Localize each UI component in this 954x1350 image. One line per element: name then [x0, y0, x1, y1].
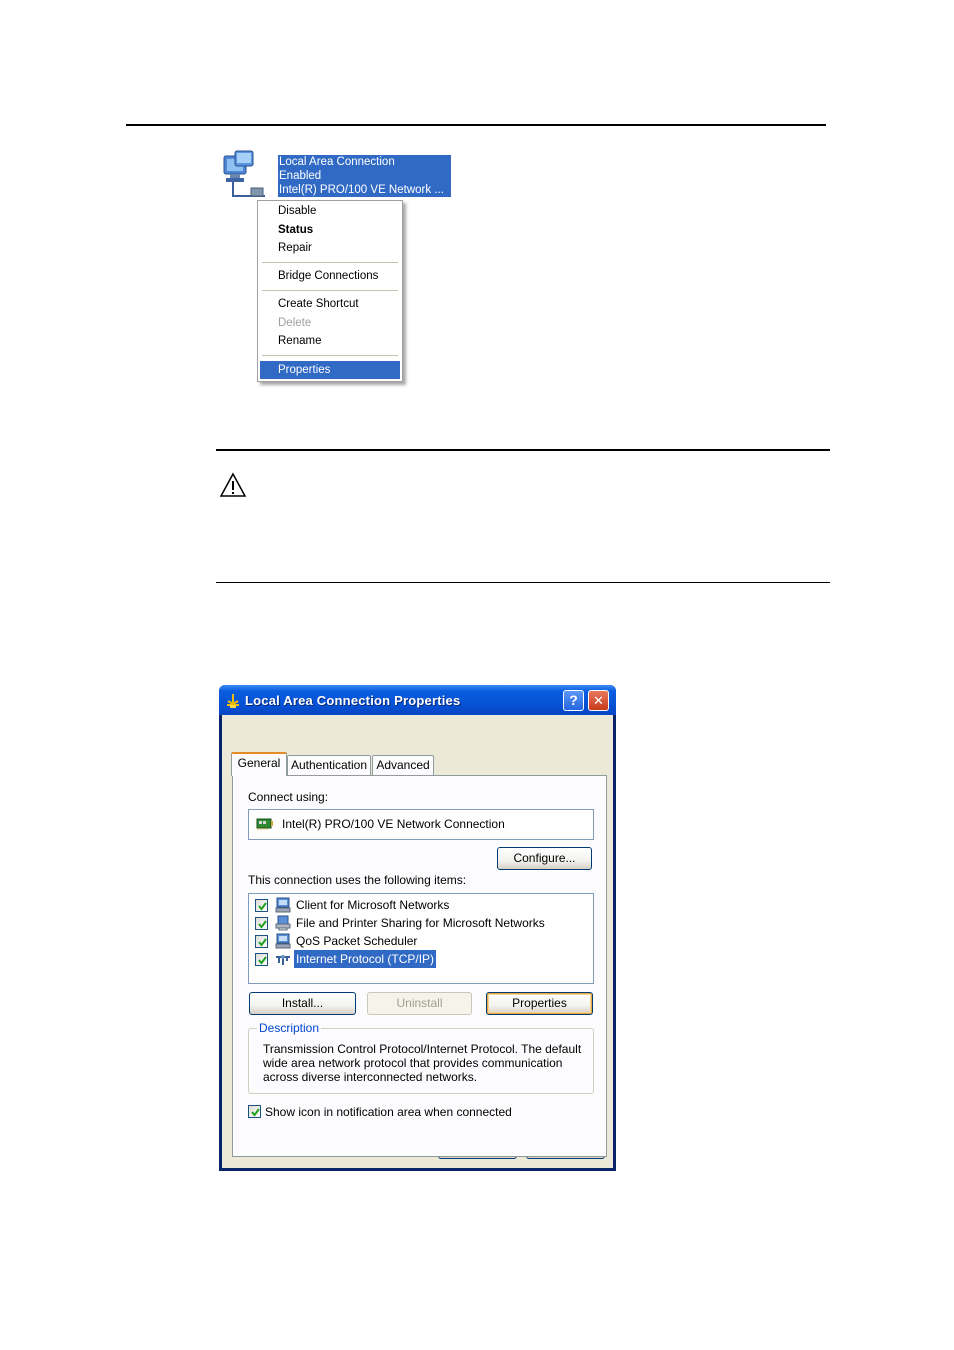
context-menu — [257, 200, 403, 382]
item-checkbox[interactable] — [255, 917, 268, 930]
general-tab-panel — [232, 775, 607, 1157]
dialog-titlebar[interactable] — [219, 685, 616, 715]
properties-dialog — [219, 685, 616, 1171]
menu-separator — [262, 290, 398, 291]
item-label: QoS Packet Scheduler — [296, 934, 418, 948]
menu-item-delete: Delete — [278, 317, 312, 329]
tab-general[interactable]: General — [231, 752, 287, 776]
properties-button[interactable]: Properties — [486, 992, 593, 1015]
connection-status: Enabled — [279, 170, 322, 182]
header-rule — [126, 124, 826, 126]
menu-separator — [262, 355, 398, 356]
note-bottom-rule — [216, 582, 830, 583]
connect-using-label: Connect using: — [248, 790, 329, 804]
connection-adapter: Intel(R) PRO/100 VE Network ... — [279, 184, 444, 196]
dialog-client-area — [222, 715, 613, 1168]
show-icon-label: Show icon in notification area when connected — [265, 1105, 512, 1119]
protocol-icon — [275, 951, 291, 967]
connection-label[interactable] — [278, 155, 451, 197]
network-adapter-icon — [256, 817, 274, 831]
components-list — [248, 893, 594, 984]
item-label: File and Printer Sharing for Microsoft Networks — [296, 916, 545, 930]
install-button[interactable]: Install... — [249, 992, 356, 1015]
menu-item-create-shortcut[interactable]: Create Shortcut — [278, 298, 359, 310]
close-button[interactable]: ✕ — [588, 690, 609, 711]
file-printer-sharing-icon — [275, 915, 291, 931]
menu-item-status[interactable]: Status — [278, 224, 314, 236]
adapter-name: Intel(R) PRO/100 VE Network Connection — [282, 817, 505, 831]
menu-separator — [262, 262, 398, 263]
note-top-rule — [216, 449, 830, 451]
qos-scheduler-icon — [275, 933, 291, 949]
show-icon-checkbox[interactable] — [248, 1105, 261, 1118]
item-checkbox[interactable] — [255, 953, 268, 966]
network-client-icon — [275, 897, 291, 913]
dialog-title: Local Area Connection Properties — [245, 693, 461, 708]
network-title-icon — [225, 693, 241, 709]
items-label: This connection uses the following items: — [248, 873, 467, 887]
network-connection-icon[interactable] — [221, 150, 279, 202]
menu-item-properties[interactable]: Properties — [260, 361, 400, 379]
description-group — [248, 1021, 594, 1094]
menu-item-rename[interactable]: Rename — [278, 335, 322, 347]
menu-item-disable[interactable]: Disable — [278, 205, 317, 217]
help-button[interactable]: ? — [563, 690, 584, 711]
item-label: Client for Microsoft Networks — [296, 898, 450, 912]
menu-item-bridge-connections[interactable]: Bridge Connections — [278, 270, 379, 282]
item-checkbox[interactable] — [255, 935, 268, 948]
tab-advanced[interactable]: Advanced — [372, 755, 434, 775]
description-text: Transmission Control Protocol/Internet Protocol. The default wide area network protocol that provides communication across diverse interconnected networks. — [263, 1042, 582, 1084]
description-title: Description — [259, 1021, 320, 1035]
tab-authentication[interactable]: Authentication — [287, 755, 371, 775]
show-icon-option[interactable] — [248, 1105, 548, 1121]
adapter-field — [248, 809, 594, 840]
configure-button[interactable]: Configure... — [497, 847, 592, 870]
item-label: Internet Protocol (TCP/IP) — [296, 952, 435, 966]
uninstall-button: Uninstall — [367, 992, 472, 1015]
connection-name: Local Area Connection — [279, 156, 395, 168]
menu-item-repair[interactable]: Repair — [278, 242, 312, 254]
item-checkbox[interactable] — [255, 899, 268, 912]
warning-icon — [219, 472, 247, 498]
